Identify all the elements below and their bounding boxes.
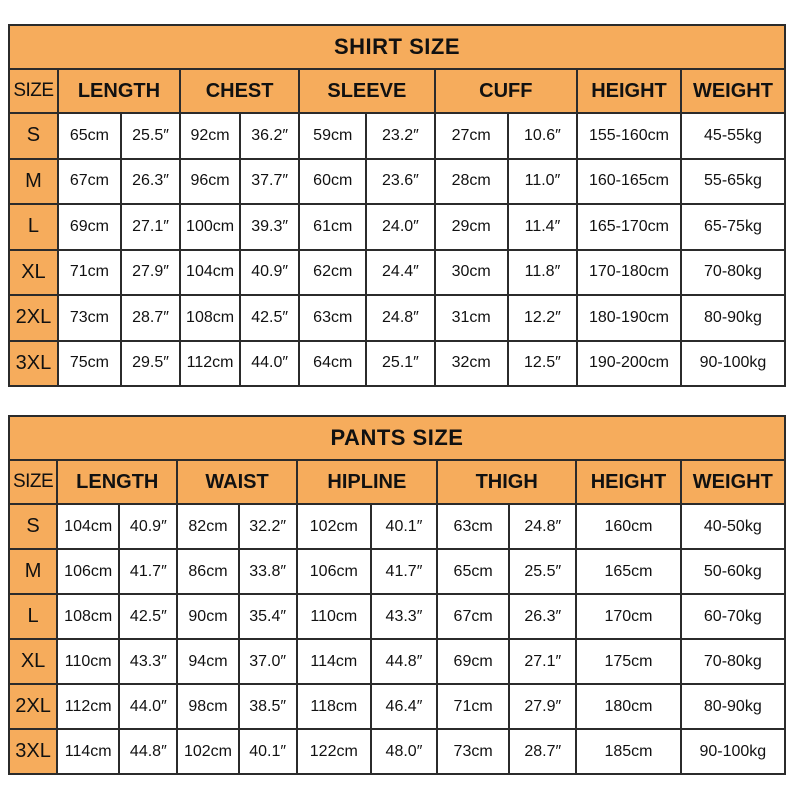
- table-cell: 112cm: [57, 684, 119, 729]
- table-cell: 73cm: [437, 729, 509, 774]
- table-cell: 30cm: [435, 250, 508, 296]
- table-cell: 112cm: [180, 341, 240, 387]
- table-cell: 90-100kg: [681, 729, 785, 774]
- table-cell: 37.7″: [240, 159, 299, 205]
- table-cell: 62cm: [299, 250, 366, 296]
- table-cell: 114cm: [57, 729, 119, 774]
- table-cell: 92cm: [180, 113, 240, 159]
- table-cell: 12.2″: [508, 295, 577, 341]
- table-cell: 67cm: [437, 594, 509, 639]
- column-header-waist: WAIST: [177, 460, 296, 504]
- table-cell: 25.5″: [509, 549, 576, 594]
- table-cell: 106cm: [297, 549, 371, 594]
- table-cell: 27.1″: [509, 639, 576, 684]
- table-cell: 110cm: [297, 594, 371, 639]
- column-header-length: LENGTH: [58, 69, 180, 113]
- pants-title-row: [9, 416, 785, 460]
- table-cell: 170cm: [576, 594, 680, 639]
- table-cell: 63cm: [437, 504, 509, 549]
- table-cell: 26.3″: [509, 594, 576, 639]
- table-cell: 71cm: [437, 684, 509, 729]
- table-cell: 70-80kg: [681, 639, 785, 684]
- table-cell: 60cm: [299, 159, 366, 205]
- table-cell: 32.2″: [239, 504, 297, 549]
- table-cell: 11.8″: [508, 250, 577, 296]
- table-cell: 108cm: [57, 594, 119, 639]
- column-header-sleeve: SLEEVE: [299, 69, 434, 113]
- table-row: [9, 594, 785, 639]
- table-cell: 11.4″: [508, 204, 577, 250]
- table-row: [9, 504, 785, 549]
- table-cell: 43.3″: [119, 639, 177, 684]
- column-header-thigh: THIGH: [437, 460, 576, 504]
- table-row: [9, 341, 785, 387]
- table-cell: 94cm: [177, 639, 238, 684]
- size-label: 2XL: [9, 684, 57, 729]
- table-cell: 11.0″: [508, 159, 577, 205]
- table-cell: 23.2″: [366, 113, 434, 159]
- table-cell: 38.5″: [239, 684, 297, 729]
- table-row: [9, 159, 785, 205]
- table-cell: 27.1″: [121, 204, 180, 250]
- table-cell: 37.0″: [239, 639, 297, 684]
- column-header-hipline: HIPLINE: [297, 460, 437, 504]
- table-row: [9, 639, 785, 684]
- pants-size-table: [8, 415, 786, 775]
- table-cell: 118cm: [297, 684, 371, 729]
- table-cell: 31cm: [435, 295, 508, 341]
- size-label: L: [9, 594, 57, 639]
- table-cell: 104cm: [180, 250, 240, 296]
- pants-header-row: [9, 460, 785, 504]
- column-header-weight: WEIGHT: [681, 460, 785, 504]
- table-cell: 96cm: [180, 159, 240, 205]
- table-cell: 33.8″: [239, 549, 297, 594]
- table-cell: 64cm: [299, 341, 366, 387]
- table-cell: 24.4″: [366, 250, 434, 296]
- table-cell: 44.0″: [119, 684, 177, 729]
- table-cell: 104cm: [57, 504, 119, 549]
- table-cell: 24.8″: [509, 504, 576, 549]
- table-cell: 73cm: [58, 295, 121, 341]
- table-cell: 24.8″: [366, 295, 434, 341]
- table-cell: 70-80kg: [681, 250, 785, 296]
- table-cell: 190-200cm: [577, 341, 681, 387]
- size-label: M: [9, 159, 58, 205]
- size-label: L: [9, 204, 58, 250]
- column-header-cuff: CUFF: [435, 69, 578, 113]
- table-cell: 27cm: [435, 113, 508, 159]
- table-cell: 155-160cm: [577, 113, 681, 159]
- table-cell: 114cm: [297, 639, 371, 684]
- table-cell: 67cm: [58, 159, 121, 205]
- table-cell: 40.1″: [239, 729, 297, 774]
- table-cell: 44.0″: [240, 341, 299, 387]
- table-cell: 65cm: [58, 113, 121, 159]
- size-column-header: SIZE: [9, 69, 58, 113]
- table-cell: 165-170cm: [577, 204, 681, 250]
- table-row: [9, 250, 785, 296]
- table-cell: 160cm: [576, 504, 680, 549]
- table-cell: 48.0″: [371, 729, 437, 774]
- table-cell: 35.4″: [239, 594, 297, 639]
- table-cell: 60-70kg: [681, 594, 785, 639]
- table-cell: 41.7″: [119, 549, 177, 594]
- table-row: [9, 684, 785, 729]
- table-cell: 39.3″: [240, 204, 299, 250]
- shirt-title-row: [9, 25, 785, 69]
- table-cell: 45-55kg: [681, 113, 785, 159]
- table-cell: 98cm: [177, 684, 238, 729]
- table-cell: 59cm: [299, 113, 366, 159]
- table-cell: 27.9″: [509, 684, 576, 729]
- table-cell: 10.6″: [508, 113, 577, 159]
- table-cell: 26.3″: [121, 159, 180, 205]
- table-cell: 44.8″: [371, 639, 437, 684]
- table-cell: 25.5″: [121, 113, 180, 159]
- table-cell: 65cm: [437, 549, 509, 594]
- shirt-header-row: [9, 69, 785, 113]
- size-label: S: [9, 504, 57, 549]
- table-cell: 102cm: [297, 504, 371, 549]
- table-cell: 69cm: [58, 204, 121, 250]
- table-cell: 106cm: [57, 549, 119, 594]
- table-cell: 165cm: [576, 549, 680, 594]
- table-row: [9, 204, 785, 250]
- table-cell: 27.9″: [121, 250, 180, 296]
- table-cell: 170-180cm: [577, 250, 681, 296]
- table-cell: 25.1″: [366, 341, 434, 387]
- table-cell: 32cm: [435, 341, 508, 387]
- table-cell: 41.7″: [371, 549, 437, 594]
- table-row: [9, 113, 785, 159]
- table-cell: 63cm: [299, 295, 366, 341]
- column-header-height: HEIGHT: [576, 460, 680, 504]
- table-cell: 42.5″: [240, 295, 299, 341]
- size-label: XL: [9, 639, 57, 684]
- pants-table-title: PANTS SIZE: [9, 416, 785, 460]
- size-label: XL: [9, 250, 58, 296]
- column-header-chest: CHEST: [180, 69, 299, 113]
- table-cell: 71cm: [58, 250, 121, 296]
- table-cell: 28.7″: [509, 729, 576, 774]
- table-cell: 90-100kg: [681, 341, 785, 387]
- table-cell: 65-75kg: [681, 204, 785, 250]
- table-cell: 40-50kg: [681, 504, 785, 549]
- table-cell: 12.5″: [508, 341, 577, 387]
- table-cell: 75cm: [58, 341, 121, 387]
- table-cell: 80-90kg: [681, 295, 785, 341]
- table-cell: 40.9″: [119, 504, 177, 549]
- size-label: 2XL: [9, 295, 58, 341]
- table-row: [9, 549, 785, 594]
- table-cell: 102cm: [177, 729, 238, 774]
- table-cell: 29.5″: [121, 341, 180, 387]
- table-cell: 29cm: [435, 204, 508, 250]
- size-label: 3XL: [9, 341, 58, 387]
- table-cell: 43.3″: [371, 594, 437, 639]
- table-cell: 61cm: [299, 204, 366, 250]
- table-cell: 82cm: [177, 504, 238, 549]
- table-cell: 55-65kg: [681, 159, 785, 205]
- size-label: M: [9, 549, 57, 594]
- table-cell: 122cm: [297, 729, 371, 774]
- table-cell: 23.6″: [366, 159, 434, 205]
- table-cell: 28.7″: [121, 295, 180, 341]
- table-cell: 40.9″: [240, 250, 299, 296]
- table-cell: 42.5″: [119, 594, 177, 639]
- table-cell: 100cm: [180, 204, 240, 250]
- size-label: 3XL: [9, 729, 57, 774]
- table-cell: 44.8″: [119, 729, 177, 774]
- column-header-length: LENGTH: [57, 460, 177, 504]
- table-row: [9, 729, 785, 774]
- table-cell: 86cm: [177, 549, 238, 594]
- table-cell: 69cm: [437, 639, 509, 684]
- size-column-header: SIZE: [9, 460, 57, 504]
- table-cell: 180-190cm: [577, 295, 681, 341]
- shirt-table-title: SHIRT SIZE: [9, 25, 785, 69]
- table-row: [9, 295, 785, 341]
- table-cell: 46.4″: [371, 684, 437, 729]
- table-cell: 160-165cm: [577, 159, 681, 205]
- table-cell: 24.0″: [366, 204, 434, 250]
- table-cell: 40.1″: [371, 504, 437, 549]
- table-cell: 108cm: [180, 295, 240, 341]
- table-cell: 36.2″: [240, 113, 299, 159]
- table-cell: 185cm: [576, 729, 680, 774]
- column-header-height: HEIGHT: [577, 69, 681, 113]
- table-cell: 180cm: [576, 684, 680, 729]
- table-cell: 175cm: [576, 639, 680, 684]
- table-cell: 28cm: [435, 159, 508, 205]
- table-cell: 90cm: [177, 594, 238, 639]
- size-label: S: [9, 113, 58, 159]
- table-cell: 110cm: [57, 639, 119, 684]
- column-header-weight: WEIGHT: [681, 69, 785, 113]
- shirt-size-table: [8, 24, 786, 387]
- table-cell: 80-90kg: [681, 684, 785, 729]
- table-cell: 50-60kg: [681, 549, 785, 594]
